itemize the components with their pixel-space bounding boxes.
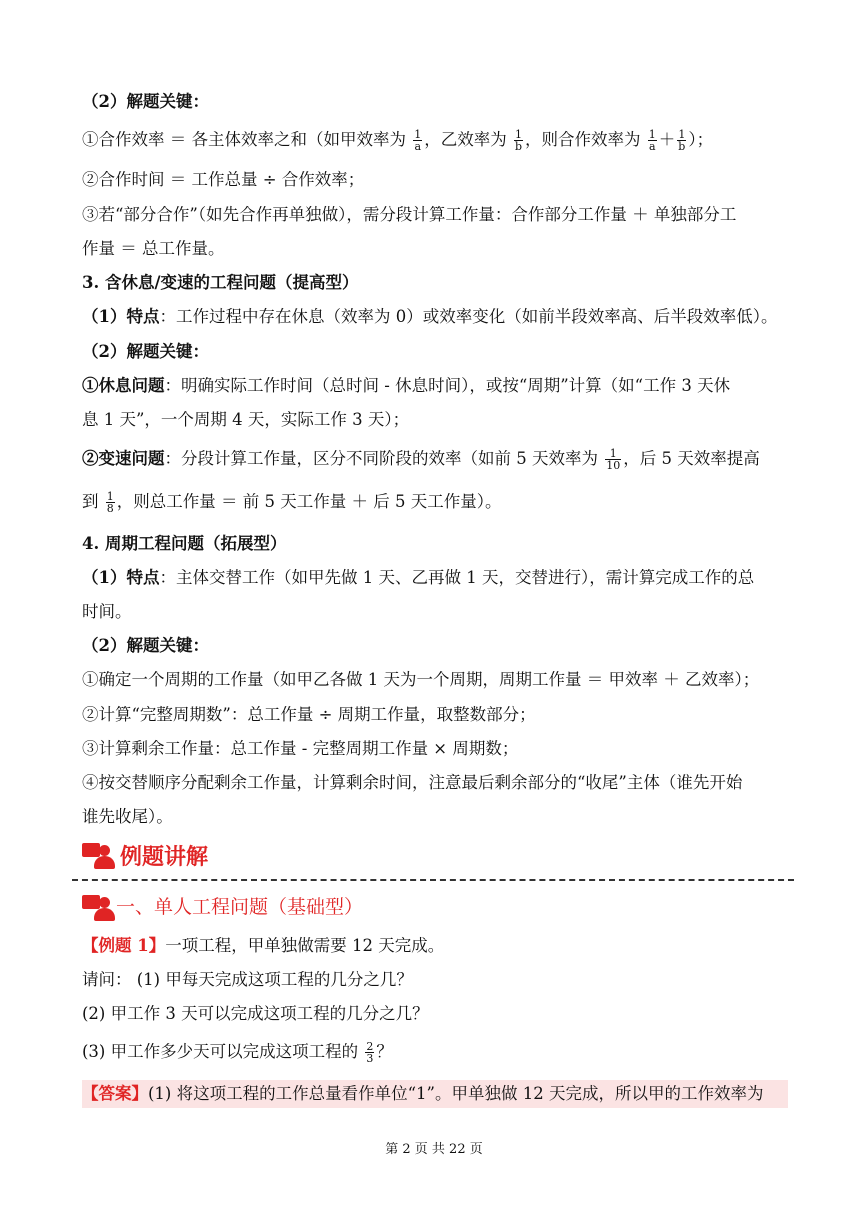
key-heading-2: （2）解题关键： (82, 92, 209, 111)
teacher-icon (82, 893, 112, 919)
teacher-icon (82, 841, 116, 871)
coop-time-line: ②合作时间 ＝ 工作总量 ÷ 合作效率； (82, 170, 365, 189)
rest-problem-line2: 息 1 天”，一个周期 4 天，实际工作 3 天）； (82, 410, 410, 429)
section-3-feature: （1）特点：工作过程中存在休息（效率为 0）或效率变化（如前半段效率高、后半段效率低）。 (82, 307, 778, 326)
cycle-key-1: ①确定一个周期的工作量（如甲乙各做 1 天为一个周期，周期工作量 ＝ 甲效率 ＋ 乙效率）； (82, 670, 760, 689)
cycle-key-4-line1: ④按交替顺序分配剩余工作量，计算剩余时间，注意最后剩余部分的“收尾”主体（谁先开始 (82, 773, 743, 792)
examples-banner: 例题讲解 (82, 840, 208, 871)
speed-problem-line1: ②变速问题：分段计算工作量，区分不同阶段的效率（如前 5 天效率为 $\frac{1}{10}$ ，后 5 天效率提高 (82, 447, 760, 472)
page-footer: 第 2 页 共 22 页 (385, 1142, 483, 1157)
fraction-1-a: $\frac{1}{a}$ (414, 128, 422, 153)
partial-coop-line1: ③若“部分合作”（如先合作再单独做），需分段计算工作量：合作部分工作量 ＋ 单独部分工 (82, 205, 737, 224)
rest-problem-line1: ①休息问题：明确实际工作时间（总时间 - 休息时间），或按“周期”计算（如“工作 3 天休 (82, 376, 731, 395)
example-1: 【例题 1】一项工程，甲单独做需要 12 天完成。 (82, 936, 445, 955)
section-4-key-heading: （2）解题关键： (82, 636, 209, 655)
section-3-title: 3. 含休息/变速的工程问题（提高型） (82, 273, 359, 292)
question-1: 请问： (1) 甲每天完成这项工程的几分之几？ (82, 970, 413, 989)
question-2: (2) 甲工作 3 天可以完成这项工程的几分之几？ (82, 1004, 429, 1023)
cycle-key-3: ③计算剩余工作量：总工作量 - 完整周期工作量 × 周期数； (82, 739, 519, 758)
speed-problem-line2: 到 $\frac{1}{8}$ ，则总工作量 ＝ 前 5 天工作量 ＋ 后 5 天工作量）。 (82, 490, 502, 515)
partial-coop-line2: 作量 ＝ 总工作量。 (82, 239, 225, 258)
question-3: (3) 甲工作多少天可以完成这项工程的 $\frac{2}{3}$ ？ (82, 1040, 393, 1065)
section-4-feature-line2: 时间。 (82, 602, 132, 621)
fraction-1-b: $\frac{1}{b}$ (515, 128, 523, 153)
answer-line: 【答案】(1) 将这项工程的工作总量看作单位“1”。甲单独做 12 天完成，所以甲的工作效率为 (82, 1084, 764, 1103)
coop-efficiency-line: ①合作效率 ＝ 各主体效率之和（如甲效率为 $\frac{1}{a}$ ，乙效率为 $\frac{1}{b}$ ，则合作效率为 $\frac{1}{a}$ ＋ $\frac{1}{b}$ ）； (82, 128, 714, 153)
cycle-key-4-line2: 谁先收尾）。 (82, 807, 173, 826)
section-3-key-heading: （2）解题关键： (82, 342, 209, 361)
section-4-title: 4. 周期工程问题（拓展型） (82, 534, 287, 553)
sub-banner: 一、单人工程问题（基础型） (82, 892, 363, 919)
section-4-feature-line1: （1）特点：主体交替工作（如甲先做 1 天、乙再做 1 天，交替进行），需计算完成工作的总 (82, 568, 755, 587)
section-divider (72, 879, 794, 881)
cycle-key-2: ②计算“完整周期数”：总工作量 ÷ 周期工作量，取整数部分； (82, 705, 536, 724)
